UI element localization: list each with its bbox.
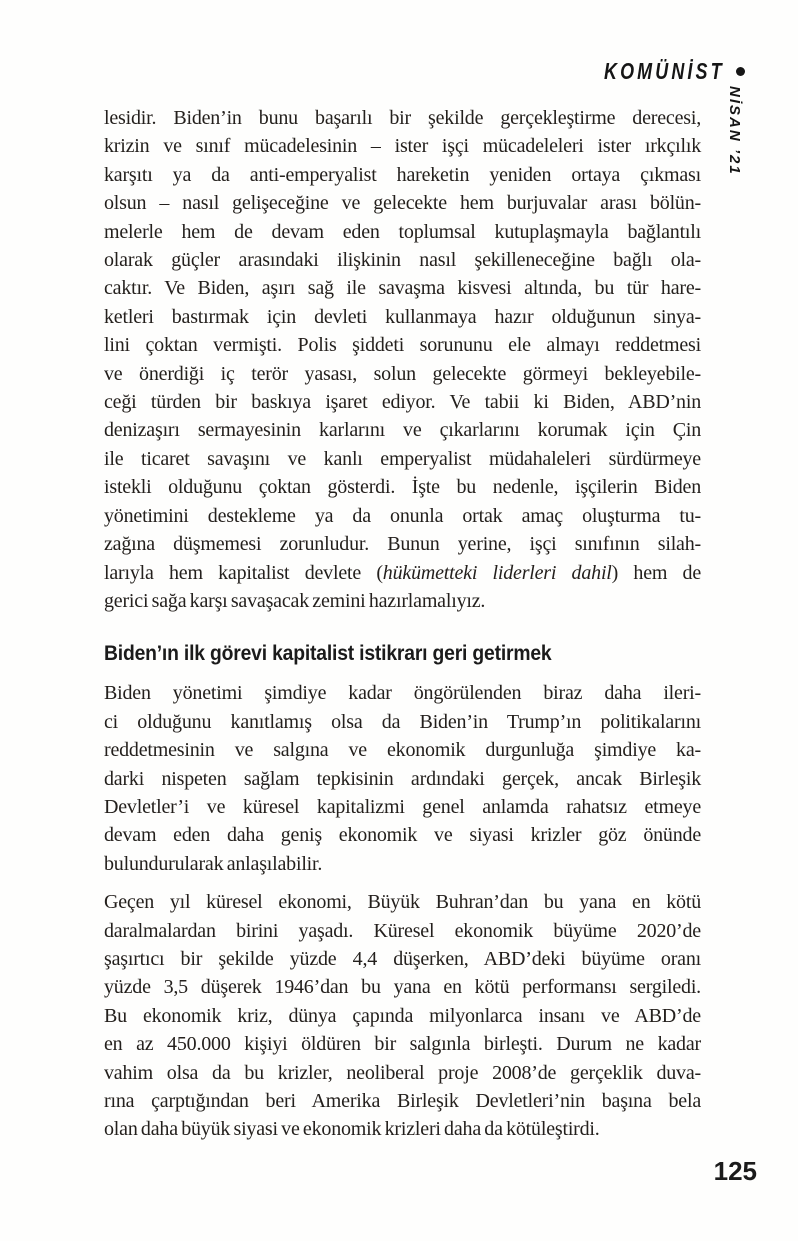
text-line <box>104 104 701 132</box>
text-line <box>104 1030 701 1058</box>
text-segment: istekli olduğunu çoktan gösterdi. İşte bu nedenle, işçilerin Biden <box>104 476 701 499</box>
text-line <box>104 736 701 764</box>
text-line <box>104 708 701 736</box>
text-line <box>104 679 701 707</box>
text-segment: ketleri bastırmak için devleti kullanmaya hazır olduğunun sinya- <box>104 305 701 328</box>
paragraph <box>104 104 701 615</box>
issue-date-label: NİSAN ’21 <box>726 86 743 176</box>
paragraph <box>104 888 701 1144</box>
text-line <box>104 1002 701 1030</box>
text-line <box>104 1087 701 1115</box>
text-line <box>104 502 701 530</box>
section-heading: Biden’ın ilk görevi kapitalist istikrarı geri getirmek <box>104 642 552 666</box>
text-line <box>104 331 701 359</box>
text-segment: şaşırtıcı bir şekilde yüzde 4,4 düşerken, ABD’deki büyüme oranı <box>104 947 701 970</box>
text-line <box>104 416 701 444</box>
text-segment: rına çarptığından beri Amerika Birleşik Devletleri’nin başına bela <box>104 1090 701 1112</box>
text-line <box>104 850 701 878</box>
text-line <box>104 765 701 793</box>
text-segment: vahim olsa da bu krizler, neoliberal proje 2008’de gerçeklik duva- <box>104 1061 701 1084</box>
text-segment: yönetimini destekleme ya da onunla ortak amaç oluşturma tu- <box>104 504 701 527</box>
text-line <box>104 274 701 302</box>
text-segment: darki nispeten sağlam tepkisinin ardındaki gerçek, ancak Birleşik <box>104 767 701 790</box>
text-segment: lini çoktan vermişti. Polis şiddeti sorununu ele almayı reddetmesi <box>104 334 701 357</box>
text-line <box>104 218 701 246</box>
text-segment: Bu ekonomik kriz, dünya çapında milyonlarca insanı ve ABD’de <box>104 1004 701 1027</box>
text-segment: daralmalardan birini yaşadı. Küresel ekonomik büyüme 2020’de <box>104 919 701 942</box>
text-segment: Biden yönetimi şimdiye kadar öngörülenden biraz daha ileri- <box>104 682 701 705</box>
masthead <box>570 58 745 85</box>
text-segment: lesidir. Biden’in bunu başarılı bir şekilde gerçekleştirme derecesi, <box>104 107 701 129</box>
text-line <box>104 530 701 558</box>
text-segment: devam eden daha geniş ekonomik ve siyasi krizler göz önünde <box>104 824 701 847</box>
text-line <box>104 821 701 849</box>
text-line <box>104 303 701 331</box>
text-line <box>104 917 701 945</box>
paragraph <box>104 679 701 878</box>
text-line <box>104 132 701 160</box>
text-segment: ) hem de <box>611 561 701 584</box>
text-segment: Devletler’i ve küresel kapitalizmi genel anlamda rahatsız etmeye <box>104 795 701 818</box>
page-number: 125 <box>713 1156 757 1186</box>
text-segment: yüzde 3,5 düşerek 1946’dan bu yana en kötü performansı sergiledi. <box>104 976 701 999</box>
text-line <box>104 1059 701 1087</box>
text-line <box>104 973 701 1001</box>
text-segment: bulundurularak anlaşılabilir. <box>104 852 323 875</box>
text-line <box>104 559 701 587</box>
text-segment: olan daha büyük siyasi ve ekonomik krizleri daha da kötüleştirdi. <box>104 1118 600 1141</box>
text-segment: ci olduğunu kanıtlamış olsa da Biden’in Trump’ın politikalarını <box>104 710 701 733</box>
text-segment: krizin ve sınıf mücadelesinin – ister işçi mücadeleleri ister ırkçılık <box>104 135 701 158</box>
text-line <box>104 945 701 973</box>
text-segment: olsun – nasıl gelişeceğine ve gelecekte hem burjuvalar arası bölün- <box>104 192 701 215</box>
text-segment: gerici sağa karşı savaşacak zemini hazırlamalıyız. <box>104 589 486 612</box>
article-body <box>104 104 701 1154</box>
text-line <box>104 473 701 501</box>
text-segment: karşıtı ya da anti-emperyalist hareketin yeniden ortaya çıkması <box>104 163 701 186</box>
text-segment: melerle hem de devam eden toplumsal kutuplaşmayla bağlantılı <box>104 220 701 243</box>
text-line <box>104 360 701 388</box>
bullet-dot-icon <box>736 67 745 76</box>
text-line <box>104 445 701 473</box>
text-line <box>104 793 701 821</box>
text-segment: ile ticaret savaşını ve kanlı emperyalist müdahaleleri sürdürmeye <box>104 447 701 470</box>
text-segment: zağına düşmemesi zorunludur. Bunun yerine, işçi sınıfının silah- <box>104 533 701 556</box>
text-segment: larıyla hem kapitalist devlete ( <box>104 561 383 584</box>
text-segment: Geçen yıl küresel ekonomi, Büyük Buhran’dan bu yana en kötü <box>104 891 701 914</box>
text-line <box>104 246 701 274</box>
text-segment: ve önerdiği iç terör yasası, solun gelecekte görmeyi bekleyebile- <box>104 362 701 385</box>
text-line <box>104 388 701 416</box>
text-line <box>104 189 701 217</box>
text-segment: caktır. Ve Biden, aşırı sağ ile savaşma kisvesi altında, bu tür hare- <box>104 277 701 300</box>
text-segment: olarak güçler arasındaki ilişkinin nasıl şekilleneceğine bağlı ola- <box>104 249 701 272</box>
text-line <box>104 888 701 916</box>
text-segment: reddetmesinin ve salgına ve ekonomik durgunluğa şimdiye ka- <box>104 739 701 762</box>
text-segment: en az 450.000 kişiyi öldüren bir salgınla birleşti. Durum ne kadar <box>104 1033 701 1056</box>
text-line <box>104 1115 701 1143</box>
text-line <box>104 161 701 189</box>
text-segment: ceği türden bir baskıya işaret ediyor. Ve tabii ki Biden, ABD’nin <box>104 391 701 414</box>
masthead-title: KOMÜNİST <box>604 58 725 84</box>
text-segment: denizaşırı sermayesinin karlarını ve çıkarlarını korumak için Çin <box>104 419 701 442</box>
italic-text: hükümetteki liderleri dahil <box>382 561 612 584</box>
text-line <box>104 587 701 615</box>
